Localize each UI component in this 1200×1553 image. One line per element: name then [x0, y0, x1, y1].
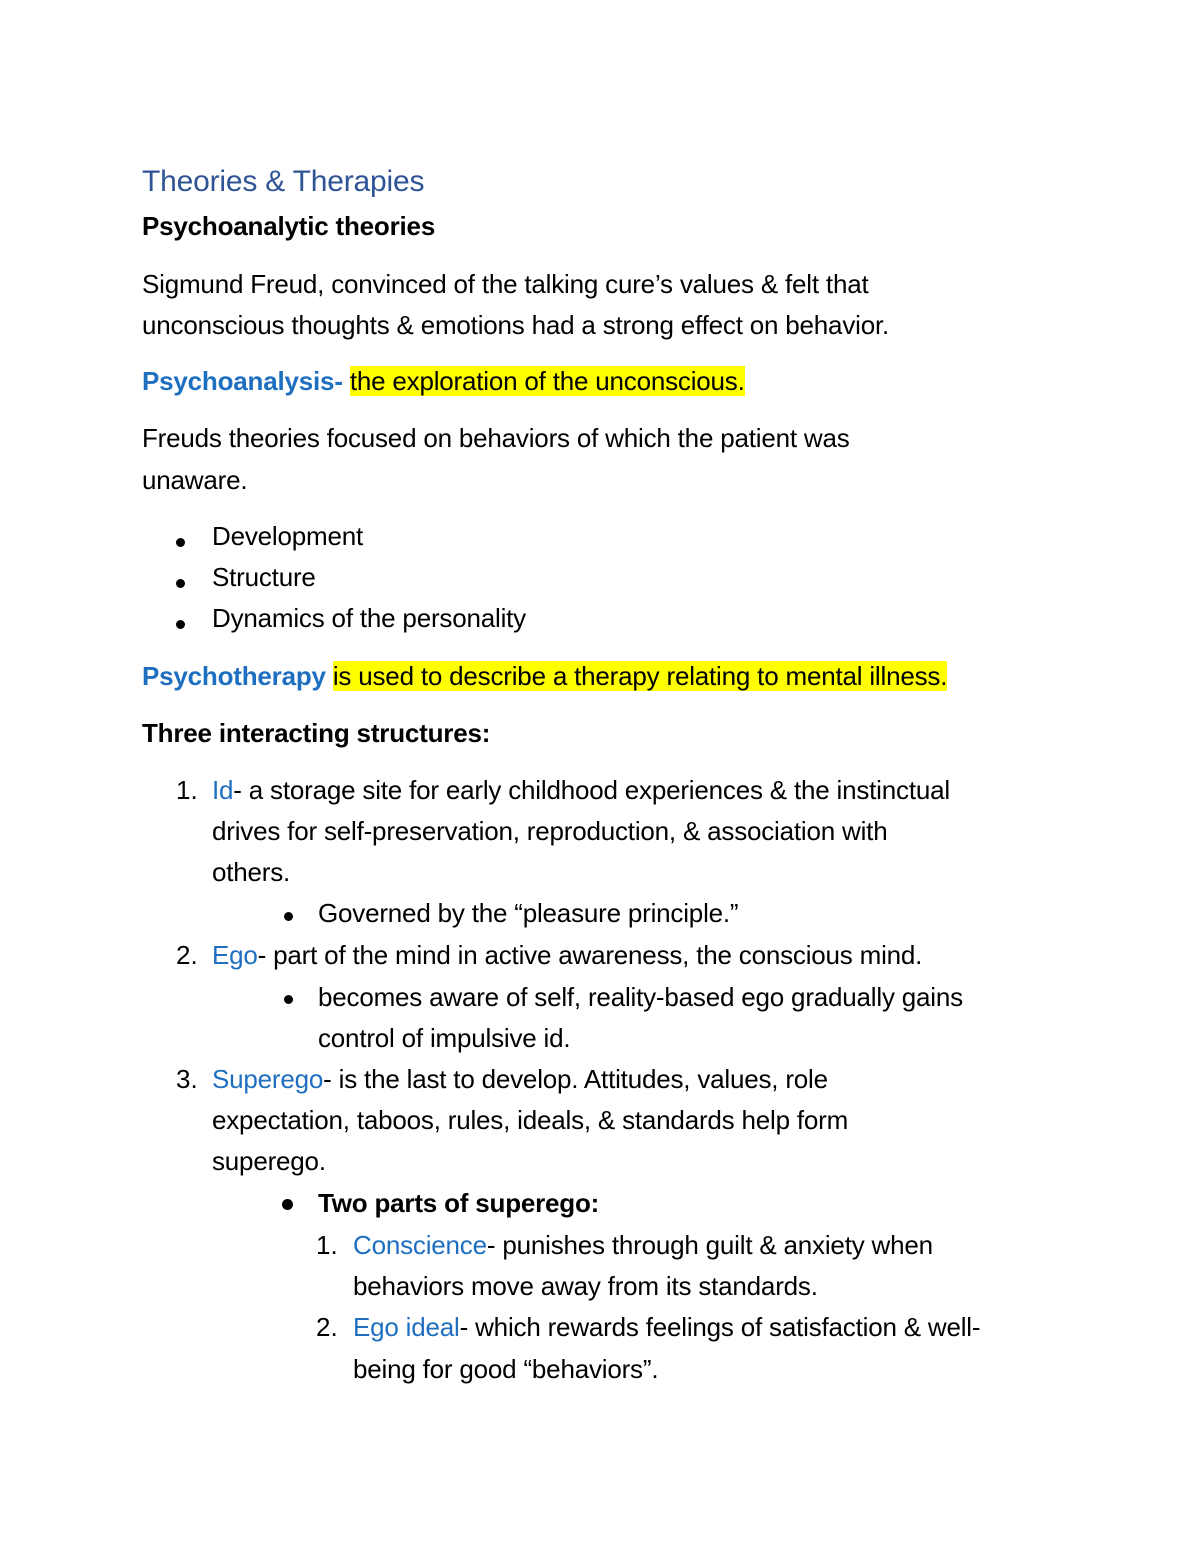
- term-ego-ideal: Ego ideal: [353, 1312, 460, 1342]
- term-conscience: Conscience: [353, 1230, 487, 1260]
- paragraph-line: unaware.: [142, 465, 248, 495]
- bullet-icon: [176, 620, 185, 629]
- structure-text: - is the last to develop. Attitudes, values, role: [323, 1064, 828, 1094]
- list-item: Structure: [212, 562, 316, 592]
- highlighted-definition: the exploration of the unconscious.: [349, 366, 745, 396]
- structure-text: expectation, taboos, rules, ideals, & standards help form: [212, 1105, 849, 1135]
- bullet-icon: [284, 995, 293, 1004]
- list-number: 3.: [176, 1064, 198, 1094]
- structure-superego: [212, 1063, 828, 1095]
- intro-line: Sigmund Freud, convinced of the talking cure’s values & felt that: [142, 269, 869, 299]
- part-text: - punishes through guilt & anxiety when: [486, 1230, 933, 1260]
- term-superego: Superego: [212, 1064, 324, 1094]
- superego-parts-heading: Two parts of superego:: [318, 1188, 600, 1218]
- part-text: behaviors move away from its standards.: [353, 1271, 818, 1301]
- term-id: Id: [212, 775, 234, 805]
- list-number: 1.: [176, 775, 198, 805]
- psychoanalysis-definition: [142, 365, 745, 397]
- page-title: Theories & Therapies: [142, 165, 425, 198]
- term-ego: Ego: [212, 940, 258, 970]
- bullet-icon: [282, 1199, 293, 1210]
- structure-text: - a storage site for early childhood experiences & the instinctual: [233, 775, 950, 805]
- intro-line: unconscious thoughts & emotions had a strong effect on behavior.: [142, 310, 890, 340]
- structure-ego: [212, 939, 922, 971]
- list-number: 2.: [176, 940, 198, 970]
- term-psychoanalysis: Psychoanalysis-: [142, 366, 343, 396]
- bullet-icon: [284, 912, 293, 921]
- part-text: - which rewards feelings of satisfaction & well-: [459, 1312, 981, 1342]
- list-number: 1.: [316, 1230, 338, 1260]
- structures-heading: Three interacting structures:: [142, 718, 491, 748]
- superego-part-ego-ideal: [353, 1311, 980, 1343]
- structure-text: others.: [212, 857, 291, 887]
- psychotherapy-definition: [142, 660, 947, 692]
- list-item: Dynamics of the personality: [212, 603, 526, 633]
- highlighted-definition: is used to describe a therapy relating to mental illness.: [332, 661, 948, 691]
- superego-part-conscience: [353, 1229, 933, 1261]
- structure-text: - part of the mind in active awareness, the conscious mind.: [257, 940, 923, 970]
- term-psychotherapy: Psychotherapy: [142, 661, 326, 691]
- list-number: 2.: [316, 1312, 338, 1342]
- list-item: Development: [212, 521, 363, 551]
- part-text: being for good “behaviors”.: [353, 1354, 659, 1384]
- structure-id: [212, 774, 950, 806]
- paragraph-line: Freuds theories focused on behaviors of which the patient was: [142, 423, 850, 453]
- structure-text: superego.: [212, 1146, 326, 1176]
- bullet-icon: [176, 579, 185, 588]
- sub-item: control of impulsive id.: [318, 1023, 571, 1053]
- structure-text: drives for self-preservation, reproduction, & association with: [212, 816, 888, 846]
- sub-item: Governed by the “pleasure principle.”: [318, 898, 739, 928]
- bullet-icon: [176, 538, 185, 547]
- section-heading: Psychoanalytic theories: [142, 211, 436, 241]
- sub-item: becomes aware of self, reality-based ego gradually gains: [318, 982, 963, 1012]
